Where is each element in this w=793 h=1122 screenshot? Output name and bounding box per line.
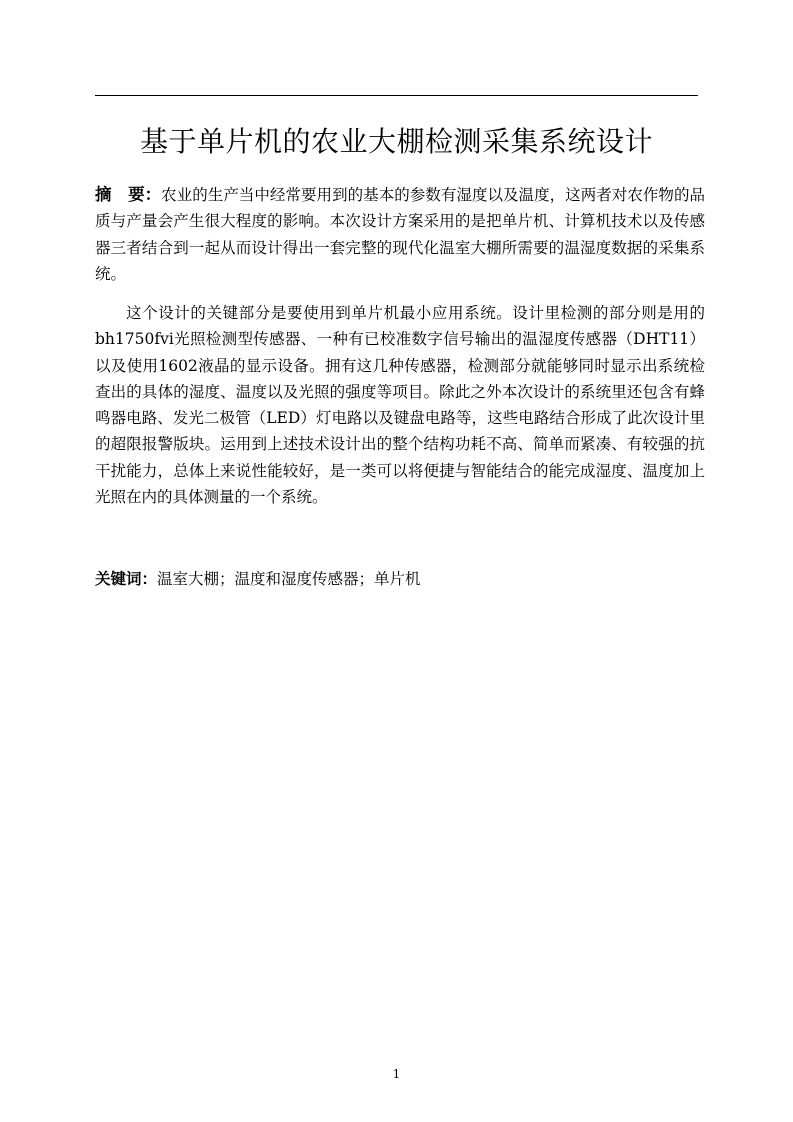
keywords-label: 关键词： bbox=[95, 570, 158, 588]
abstract-text: 农业的生产当中经常要用到的基本的参数有湿度以及温度，这两者对农作物的品质与产量会产生很大程度的影响。本次设计方案采用的是把单片机、计算机技术以及传感器三者结合到一起从而设计得出一套完整的现代化温室大棚所需要的温湿度数据的采集系统。 bbox=[95, 186, 705, 283]
document-title: 基于单片机的农业大棚检测采集系统设计 bbox=[139, 125, 653, 158]
keywords-text: 温室大棚；温度和湿度传感器；单片机 bbox=[157, 570, 421, 588]
abstract-label: 摘 要： bbox=[95, 185, 162, 204]
page-number: 1 bbox=[392, 1067, 401, 1081]
header-rule bbox=[95, 95, 698, 96]
body-paragraph: 这个设计的关键部分是要使用到单片机最小应用系统。设计里检测的部分则是用的bh1750fvi光照检测型传感器、一种有已校准数字信号输出的温湿度传感器（DHT11）以及使用1602液晶的显示设备。拥有这几种传感器，检测部分就能够同时显示出系统检查出的具体的湿度、温度以及光照的强度等项目。除此之外本次设计的系统里还包含有蜂鸣器电路、发光二极管（LED）灯电路以及键盘电路等，这些电路结合形成了此次设计里的超限报警版块。运用到上述技术设计出的整个结构功耗不高、简单而紧凑、有较强的抗干扰能力，总体上来说性能较好，是一类可以将便捷与智能结合的能完成湿度、温度加上光照在内的具体测量的一个系统。 bbox=[95, 304, 705, 507]
keywords-line bbox=[95, 566, 698, 592]
abstract-paragraph bbox=[95, 182, 705, 287]
